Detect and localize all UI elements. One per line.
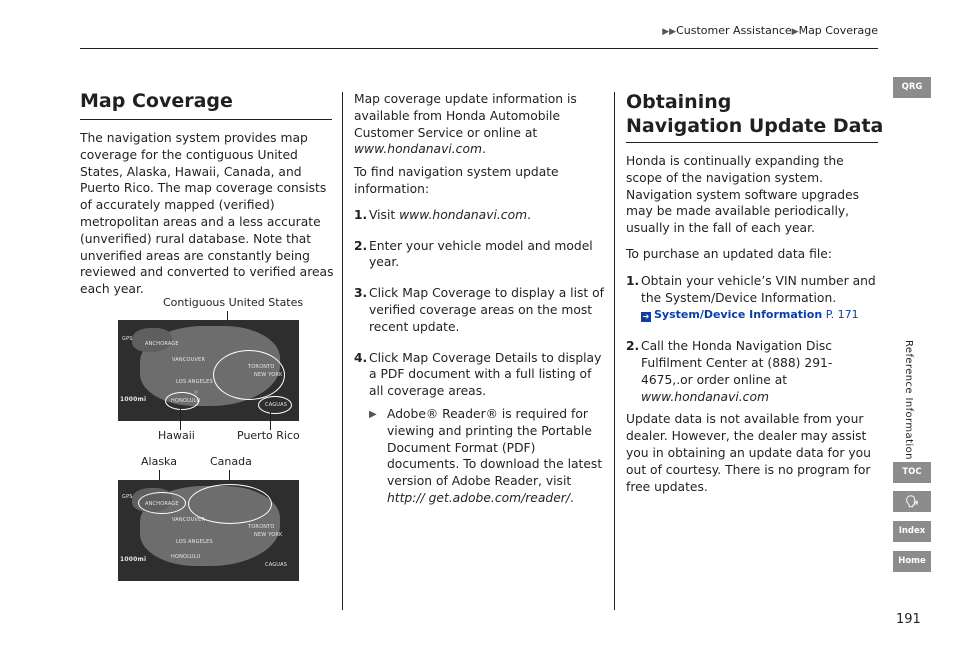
header-rule: [80, 48, 878, 49]
hondanavi-link[interactable]: www.hondanavi.com: [354, 142, 482, 157]
alaska-landmass: [132, 328, 172, 352]
caption-canada: Canada: [210, 455, 252, 468]
note-arrow-icon: ▶: [369, 408, 377, 420]
coverage-map-image-1: [118, 320, 299, 421]
map-label-anchorage: ANCHORAGE: [145, 501, 179, 507]
column-divider: [342, 92, 343, 610]
adobe-reader-note: ▶ Adobe® Reader® is required for viewing and printing the Portable Document Format (PDF) documents. To download the latest version of Adobe Reader, visit http:// get.adobe.com/reader/.: [369, 406, 603, 505]
gps-label: GPS: [122, 494, 133, 500]
map-label-los-angeles: LOS ANGELES: [176, 379, 213, 385]
page-number: 191: [896, 612, 921, 627]
adobe-link[interactable]: http:// get.adobe.com/reader/: [387, 490, 570, 505]
highlight-alaska: [138, 492, 186, 514]
map-label-honolulu: HONOLULU: [171, 398, 201, 404]
caption-hawaii: Hawaii: [158, 429, 195, 442]
system-device-info-link[interactable]: ➔ System/Device Information P. 171: [642, 308, 859, 322]
hawaii-landmass: [194, 390, 198, 394]
caption-alaska: Alaska: [141, 455, 177, 468]
breadcrumb-item-customer-assistance[interactable]: Customer Assistance: [676, 24, 792, 37]
map-label-toronto: TORONTO: [248, 364, 275, 370]
column-divider: [614, 92, 615, 610]
map-scale-label: 1000mi: [120, 396, 147, 403]
map-label-new-york: NEW YORK: [254, 372, 283, 378]
highlight-hawaii: [165, 392, 199, 410]
map-label-toronto: TORONTO: [248, 524, 275, 530]
highlight-puerto-rico: [258, 396, 292, 414]
step-item: 1. Obtain your vehicle’s VIN number and the System/Device Information. ➔ System/Device Information P. 171: [626, 273, 878, 324]
caption-contiguous-us: Contiguous United States: [163, 296, 304, 309]
leader-line: [270, 412, 271, 430]
section-heading-map-coverage: Map Coverage: [80, 90, 233, 112]
step-item: 4. Click Map Coverage Details to display a PDF document with a full listing of all coverage areas.: [354, 350, 602, 399]
breadcrumb-arrow-icon: ▶▶: [662, 27, 677, 37]
hondanavi-link[interactable]: www.hondanavi.com: [399, 207, 528, 222]
map-label-vancouver: VANCOUVER: [172, 517, 206, 523]
caption-puerto-rico: Puerto Rico: [237, 429, 300, 442]
step-item: 3. Click Map Coverage to display a list of verified coverage areas on the most recent update.: [354, 286, 604, 334]
map-scale-label: 1000mi: [120, 556, 147, 563]
find-info-paragraph: To find navigation system update information:: [354, 165, 559, 196]
section-label-reference-information: Reference Information: [903, 340, 914, 460]
breadcrumb-arrow-icon: ▶: [791, 27, 799, 37]
highlight-canada: [188, 484, 272, 524]
voice-command-tab[interactable]: [893, 491, 931, 512]
breadcrumb-item-map-coverage[interactable]: Map Coverage: [798, 24, 878, 37]
dealer-paragraph: Update data is not available from your dealer. However, the dealer may assist you in obtaining an update data for you out of courtesy. There is no program for free updates.: [626, 412, 871, 494]
purchase-intro: To purchase an updated data file:: [626, 246, 832, 261]
step-item: 1. Visit www.hondanavi.com.: [354, 207, 531, 222]
tab-home[interactable]: Home: [893, 551, 931, 572]
heading-rule: [626, 142, 878, 143]
coverage-map-image-2: [118, 480, 299, 581]
gps-label: GPS: [122, 336, 133, 342]
section-heading-obtaining-update: Obtaining Navigation Update Data: [626, 91, 884, 137]
breadcrumb: [662, 24, 878, 37]
hondanavi-link[interactable]: www.hondanavi.com: [641, 389, 769, 404]
obtaining-update-column: [626, 153, 878, 504]
map-label-vancouver: VANCOUVER: [172, 357, 206, 363]
map-label-anchorage: ANCHORAGE: [145, 341, 179, 347]
map-label-honolulu: HONOLULU: [171, 554, 201, 560]
tab-qrg[interactable]: QRG: [893, 77, 931, 98]
cross-reference-icon: ➔: [642, 312, 650, 322]
voice-command-icon: 🗣: [905, 495, 919, 508]
step-item: 2. Enter your vehicle model and model year.: [354, 238, 593, 270]
map-coverage-description: The navigation system provides map coverage for the contiguous United States, Alaska, Hawaii, Canada, and Puerto Rico. The map coverage consists of accurately mapped (verified) metropolitan areas and a less accurate (unverified) rural database. Note that unverified areas are constantly being reviewed and converted to verified areas each year.: [80, 131, 334, 297]
map-label-new-york: NEW YORK: [254, 532, 283, 538]
expansion-paragraph: Honda is continually expanding the scope of the navigation system. Navigation system software upgrades may be made available periodically, usually in the fall of each year.: [626, 154, 860, 236]
tab-index[interactable]: Index: [893, 521, 931, 542]
leader-line: [180, 408, 181, 430]
intro-paragraph: Map coverage update information is available from Honda Automobile Customer Service or online at www.hondanavi.com.: [354, 92, 577, 157]
step-item: 2. Call the Honda Navigation Disc Fulfilment Center at (888) 291-4675,.or order online at www.hondanavi.com: [626, 339, 833, 404]
update-info-column: [354, 91, 604, 507]
tab-toc[interactable]: TOC: [893, 462, 931, 483]
map-label-caguas: CAGUAS: [265, 402, 288, 408]
map-label-los-angeles: LOS ANGELES: [176, 539, 213, 545]
highlight-contiguous-us: [213, 350, 285, 400]
heading-rule: [80, 119, 332, 120]
map-label-caguas: CAGUAS: [265, 562, 288, 568]
